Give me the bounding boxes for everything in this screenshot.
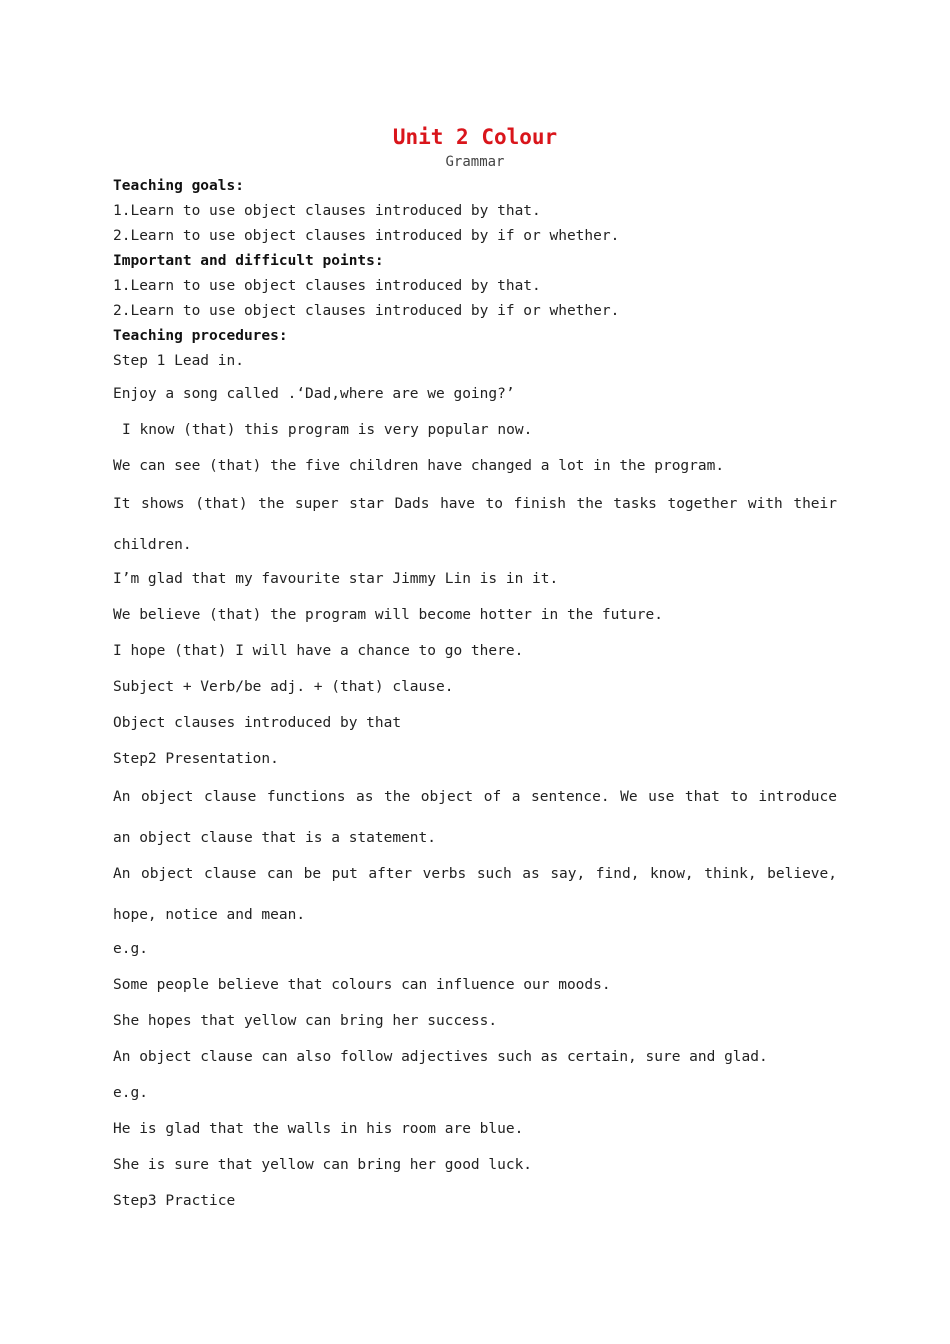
body-line: Enjoy a song called .‘Dad,where are we going?’ <box>113 386 515 402</box>
document-title: Unit 2 Colour <box>392 125 558 149</box>
document-subtitle: Grammar <box>445 154 505 170</box>
body-line: Subject + Verb/be adj. + (that) clause. <box>113 679 454 695</box>
body-paragraph: An object clause can be put after verbs such as say, find, know, think, believe, hope, notice and mean. <box>113 866 837 923</box>
body-line: We can see (that) the five children have changed a lot in the program. <box>113 458 725 474</box>
step-heading: Step 1 Lead in. <box>113 353 244 369</box>
teaching-goals-heading: Teaching goals: <box>113 178 244 194</box>
body-line: She hopes that yellow can bring her success. <box>113 1013 498 1029</box>
example-label: e.g. <box>113 941 148 957</box>
points-heading: Important and difficult points: <box>113 253 384 269</box>
body-line: An object clause can also follow adjectives such as certain, sure and glad. <box>113 1049 768 1065</box>
body-line: She is sure that yellow can bring her good luck. <box>113 1157 533 1173</box>
procedures-heading: Teaching procedures: <box>113 328 288 344</box>
body-line: Some people believe that colours can influence our moods. <box>113 977 611 993</box>
body-line: He is glad that the walls in his room are blue. <box>113 1121 524 1137</box>
document-page <box>113 122 837 1219</box>
point-item: 2.Learn to use object clauses introduced by if or whether. <box>113 303 620 319</box>
body-line: I hope (that) I will have a chance to go there. <box>113 643 524 659</box>
step-heading: Step3 Practice <box>113 1193 236 1209</box>
body-line: I’m glad that my favourite star Jimmy Lin is in it. <box>113 571 559 587</box>
body-line: I know (that) this program is very popular now. <box>122 422 533 438</box>
step-heading: Step2 Presentation. <box>113 751 279 767</box>
body-paragraph: It shows (that) the super star Dads have to finish the tasks together with their children. <box>113 496 837 553</box>
point-item: 1.Learn to use object clauses introduced by that. <box>113 278 541 294</box>
goal-item: 2.Learn to use object clauses introduced by if or whether. <box>113 228 620 244</box>
body-line: We believe (that) the program will become hotter in the future. <box>113 607 663 623</box>
body-line: Object clauses introduced by that <box>113 715 402 731</box>
body-paragraph: An object clause functions as the object of a sentence. We use that to introduce an object clause that is a statement. <box>113 789 837 846</box>
example-label: e.g. <box>113 1085 148 1101</box>
goal-item: 1.Learn to use object clauses introduced by that. <box>113 203 541 219</box>
